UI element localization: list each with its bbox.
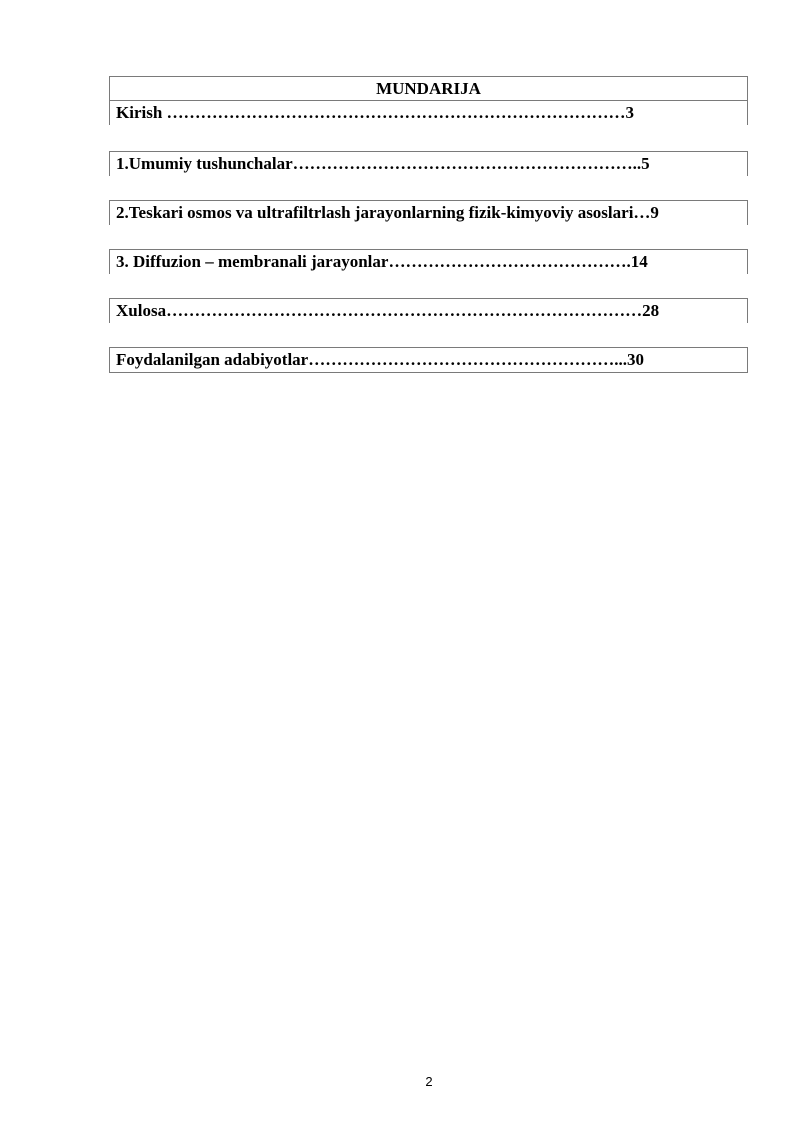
page-number: 2	[425, 1074, 433, 1089]
toc-entry-diffuzion: 3. Diffuzion – membranali jarayonlar…………………………………….14	[116, 252, 648, 271]
toc-entry-adabiyotlar: Foydalanilgan adabiyotlar………………………………………………...30	[116, 350, 644, 369]
toc-entry-block	[109, 151, 748, 176]
toc-title: MUNDARIJA	[110, 77, 747, 101]
toc-entry-block	[109, 298, 748, 323]
toc-entry-block	[109, 249, 748, 274]
toc-entry-xulosa: Xulosa…………………………………………………………………………28	[116, 301, 660, 320]
toc-entry-block	[109, 200, 748, 225]
toc-entry-umumiy-tushunchalar: 1.Umumiy tushunchalar……………………………………………………..5	[116, 154, 650, 173]
toc-entry-kirish: Kirish ………………………………………………………………………3	[116, 103, 635, 122]
toc-header-block	[109, 76, 748, 125]
toc-entry-block	[109, 347, 748, 373]
toc-entry-teskari-osmos: 2.Teskari osmos va ultrafiltrlash jarayonlarning fizik-kimyoviy asoslari…9	[116, 203, 659, 222]
